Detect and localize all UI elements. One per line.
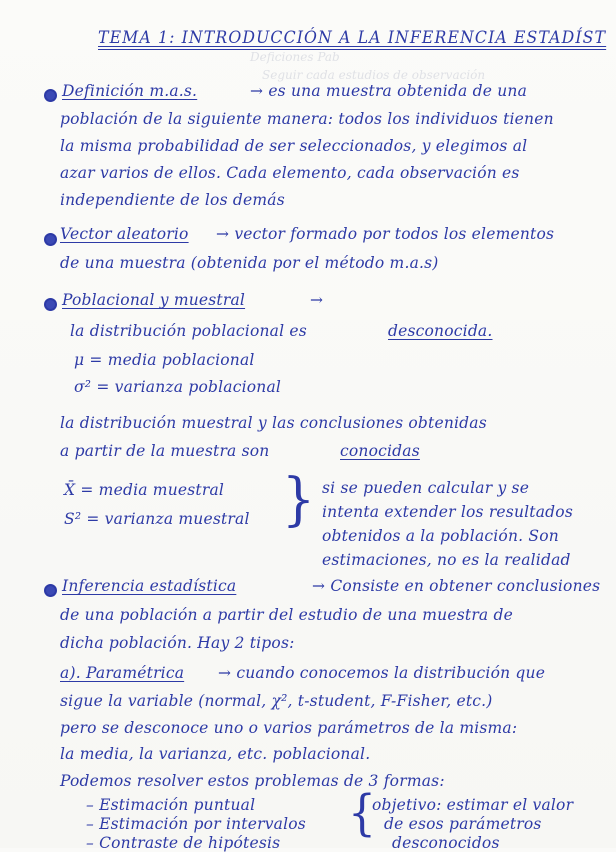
parametrica-label: a). Paramétrica: [60, 664, 185, 682]
inferencia-line-0: → Consiste en obtener conclusiones: [312, 577, 601, 595]
inferencia-line-1: de una población a partir del estudio de una muestra de: [60, 606, 513, 624]
muestral-right-1: intenta extender los resultados: [322, 503, 573, 521]
poblacional-desconocida: desconocida.: [388, 322, 493, 340]
mas-line-4: independiente de los demás: [60, 191, 285, 209]
poblacional-line-0: la distribución poblacional es: [70, 322, 307, 340]
poblacional-line-3: la distribución muestral y las conclusiones obtenidas: [60, 414, 487, 432]
mas-line-3: azar varios de ellos. Cada elemento, cada observación es: [60, 164, 520, 182]
bullet-mas: [44, 89, 57, 102]
poblacional-conocidas: conocidas: [340, 442, 420, 460]
inferencia-heading: Inferencia estadística: [62, 577, 237, 595]
bullet-inferencia: [44, 584, 57, 597]
inferencia-line-6: la media, la varianza, etc. poblacional.: [60, 745, 371, 763]
inferencia-line-2: dicha población. Hay 2 tipos:: [60, 634, 295, 652]
bullet-poblacional: [44, 298, 57, 311]
mas-line-0: → es una muestra obtenida de una: [250, 82, 528, 100]
poblacional-line-4: a partir de la muestra son: [60, 442, 270, 460]
brace-muestral: }: [282, 467, 316, 533]
poblacional-heading: Poblacional y muestral: [62, 291, 246, 309]
inferencia-line-4: sigue la variable (normal, χ², t-student, F-Fisher, etc.): [60, 692, 493, 710]
muestral-right-2: obtenidos a la población. Son: [322, 527, 559, 545]
muestral-left-0: X̄ = media muestral: [64, 481, 225, 499]
brace-forms: {: [348, 785, 376, 842]
inferencia-line-3: → cuando conocemos la distribución que: [218, 664, 546, 682]
ghost-text-2: Seguir cada estudios de observación: [262, 68, 486, 82]
muestral-right-3: estimaciones, no es la realidad: [322, 551, 571, 569]
inferencia-line-5: pero se desconoce uno o varios parámetros de la misma:: [60, 719, 518, 737]
objetivo-2: desconocidos: [392, 834, 500, 852]
poblacional-line-2: σ² = varianza poblacional: [74, 378, 282, 396]
objetivo-0: objetivo: estimar el valor: [372, 796, 574, 814]
vector-line-1: de una muestra (obtenida por el método m.a.s): [60, 254, 439, 272]
vector-heading: Vector aleatorio: [60, 225, 189, 243]
muestral-left-1: S² = varianza muestral: [64, 510, 250, 528]
objetivo-1: de esos parámetros: [384, 815, 542, 833]
muestral-right-0: si se pueden calcular y se: [322, 479, 530, 497]
mas-line-1: población de la siguiente manera: todos los individuos tienen: [60, 110, 554, 128]
poblacional-arrow: →: [310, 291, 324, 309]
inferencia-line-7: Podemos resolver estos problemas de 3 formas:: [60, 772, 445, 790]
form-0: – Estimación puntual: [86, 796, 256, 814]
mas-heading: Definición m.a.s.: [62, 82, 198, 100]
ghost-text-1: Deficiones Pab: [250, 50, 340, 64]
form-1: – Estimación por intervalos: [86, 815, 306, 833]
bullet-vector: [44, 233, 57, 246]
poblacional-line-1: μ = media poblacional: [74, 351, 255, 369]
form-2: – Contraste de hipótesis: [86, 834, 281, 852]
mas-line-2: la misma probabilidad de ser seleccionados, y elegimos al: [60, 137, 528, 155]
vector-line-0: → vector formado por todos los elementos: [216, 225, 555, 243]
page-title: TEMA 1: INTRODUCCIÓN A LA INFERENCIA ESTADÍST: [98, 28, 607, 48]
